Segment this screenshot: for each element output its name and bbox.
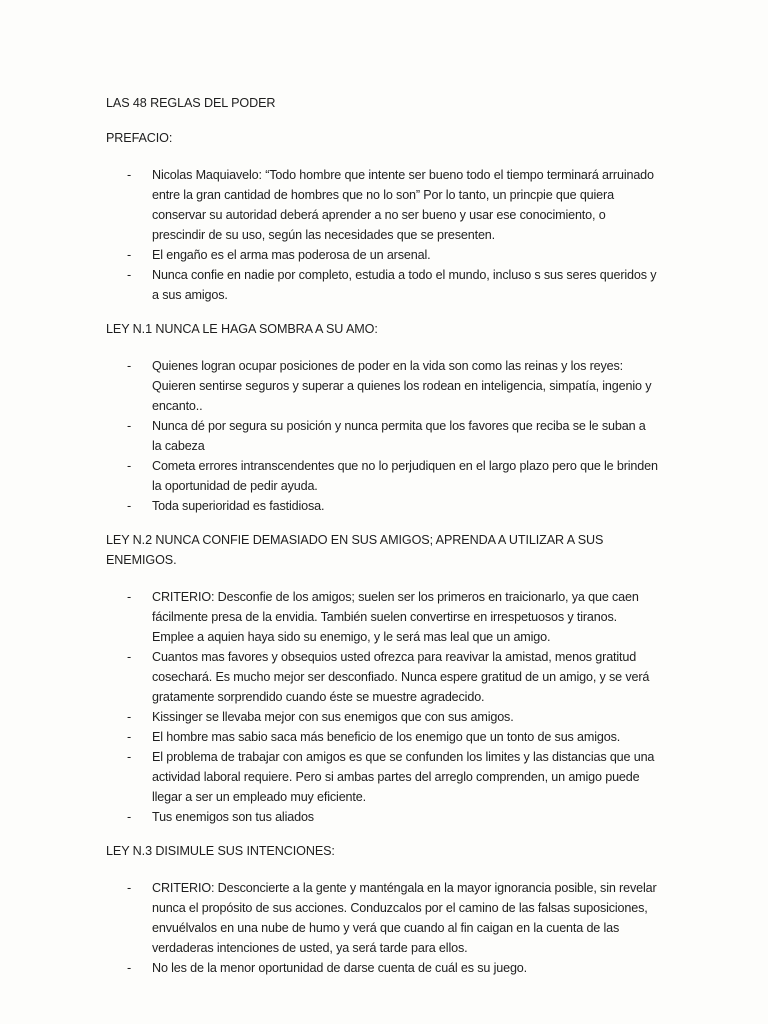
- dash-bullet: -: [127, 419, 132, 433]
- section-heading: LEY N.1 NUNCA LE HAGA SOMBRA A SU AMO:: [106, 322, 378, 336]
- dash-bullet: -: [127, 248, 132, 262]
- section-ley-3: [106, 841, 658, 978]
- list-item-text: Toda superioridad es fastidiosa.: [152, 499, 325, 513]
- section-heading: PREFACIO:: [106, 131, 173, 145]
- list-item: [106, 416, 658, 456]
- dash-bullet: -: [127, 961, 132, 975]
- dash-bullet: -: [127, 730, 132, 744]
- section-prefacio: [106, 128, 658, 305]
- list-item-text: Cometa errores intranscendentes que no lo perjudiquen en el largo plazo pero que le brinden la oportunidad de pedir ayuda.: [152, 459, 658, 493]
- section-heading: LEY N.2 NUNCA CONFIE DEMASIADO EN SUS AMIGOS; APRENDA A UTILIZAR A SUS ENEMIGOS.: [106, 533, 604, 567]
- dash-bullet: -: [127, 750, 132, 764]
- list-item-text: Nicolas Maquiavelo: “Todo hombre que intente ser bueno todo el tiempo terminará arruinado entre la gran cantidad de hombres que no lo son” Por lo tanto, un princpie que quiera conservar su autoridad deberá aprender a no ser bueno y usar ese conocimiento, o prescindir de su uso, según las necesidades que se presenten.: [152, 168, 654, 242]
- document-title: LAS 48 REGLAS DEL PODER: [106, 96, 276, 110]
- list-item-text: Nunca dé por segura su posición y nunca permita que los favores que reciba se le suban a la cabeza: [152, 419, 646, 453]
- list-item: [106, 265, 658, 305]
- dash-bullet: -: [127, 168, 132, 182]
- list-item-text: Nunca confie en nadie por completo, estudia a todo el mundo, incluso s sus seres queridos y a sus amigos.: [152, 268, 657, 302]
- list-item-text: Kissinger se llevaba mejor con sus enemigos que con sus amigos.: [152, 710, 514, 724]
- section-ley-1: [106, 319, 658, 516]
- list-item: [106, 587, 658, 647]
- list-item: [106, 707, 658, 727]
- list-item-text: Tus enemigos son tus aliados: [152, 810, 314, 824]
- dash-bullet: -: [127, 268, 132, 282]
- list-item: [106, 807, 658, 827]
- dash-bullet: -: [127, 499, 132, 513]
- list-item: [106, 727, 658, 747]
- list-item: [106, 647, 658, 707]
- list-item-text: Cuantos mas favores y obsequios usted ofrezca para reavivar la amistad, menos gratitud cosechará. Es mucho mejor ser desconfiado. Nunca espere gratitud de un amigo, y se verá gratamente sorprendido cuando éste se muestre agradecido.: [152, 650, 650, 704]
- section-ley-2: [106, 530, 658, 827]
- dash-bullet: -: [127, 359, 132, 373]
- list-item-text: CRITERIO: Desconfie de los amigos; suelen ser los primeros en traicionarlo, ya que caen fácilmente presa de la envidia. También suelen convertirse en irrespetuosos y tiranos. Emplee a aquien haya sido su enemigo, y le será mas leal que un amigo.: [152, 590, 639, 644]
- bullet-list: [106, 356, 658, 516]
- bullet-list: [106, 587, 658, 827]
- list-item-text: No les de la menor oportunidad de darse cuenta de cuál es su juego.: [152, 961, 528, 975]
- list-item: [106, 958, 658, 978]
- list-item: [106, 496, 658, 516]
- dash-bullet: -: [127, 810, 132, 824]
- list-item-text: Quienes logran ocupar posiciones de poder en la vida son como las reinas y los reyes: Quieren sentirse seguros y superar a quienes los rodean en inteligencia, simpatía, ingenio y encanto..: [152, 359, 652, 413]
- bullet-list: [106, 165, 658, 305]
- dash-bullet: -: [127, 710, 132, 724]
- bullet-list: [106, 878, 658, 978]
- list-item: [106, 878, 658, 958]
- list-item: [106, 245, 658, 265]
- list-item-text: CRITERIO: Desconcierte a la gente y manténgala en la mayor ignorancia posible, sin revelar nunca el propósito de sus acciones. Conduzcalos por el camino de las falsas suposiciones, envuélvalos en una nube de humo y verá que cuando al fin caigan en la cuenta de las verdaderas intenciones de usted, ya será tarde para ellos.: [152, 881, 657, 955]
- dash-bullet: -: [127, 590, 132, 604]
- list-item: [106, 747, 658, 807]
- list-item: [106, 456, 658, 496]
- dash-bullet: -: [127, 650, 132, 664]
- list-item: [106, 165, 658, 245]
- list-item-text: El hombre mas sabio saca más beneficio de los enemigo que un tonto de sus amigos.: [152, 730, 621, 744]
- dash-bullet: -: [127, 459, 132, 473]
- list-item-text: El problema de trabajar con amigos es que se confunden los limites y las distancias que una actividad laboral requiere. Pero si ambas partes del arreglo comprenden, un amigo puede llegar a ser un empleado muy eficiente.: [152, 750, 655, 804]
- list-item-text: El engaño es el arma mas poderosa de un arsenal.: [152, 248, 431, 262]
- dash-bullet: -: [127, 881, 132, 895]
- list-item: [106, 356, 658, 416]
- section-heading: LEY N.3 DISIMULE SUS INTENCIONES:: [106, 844, 335, 858]
